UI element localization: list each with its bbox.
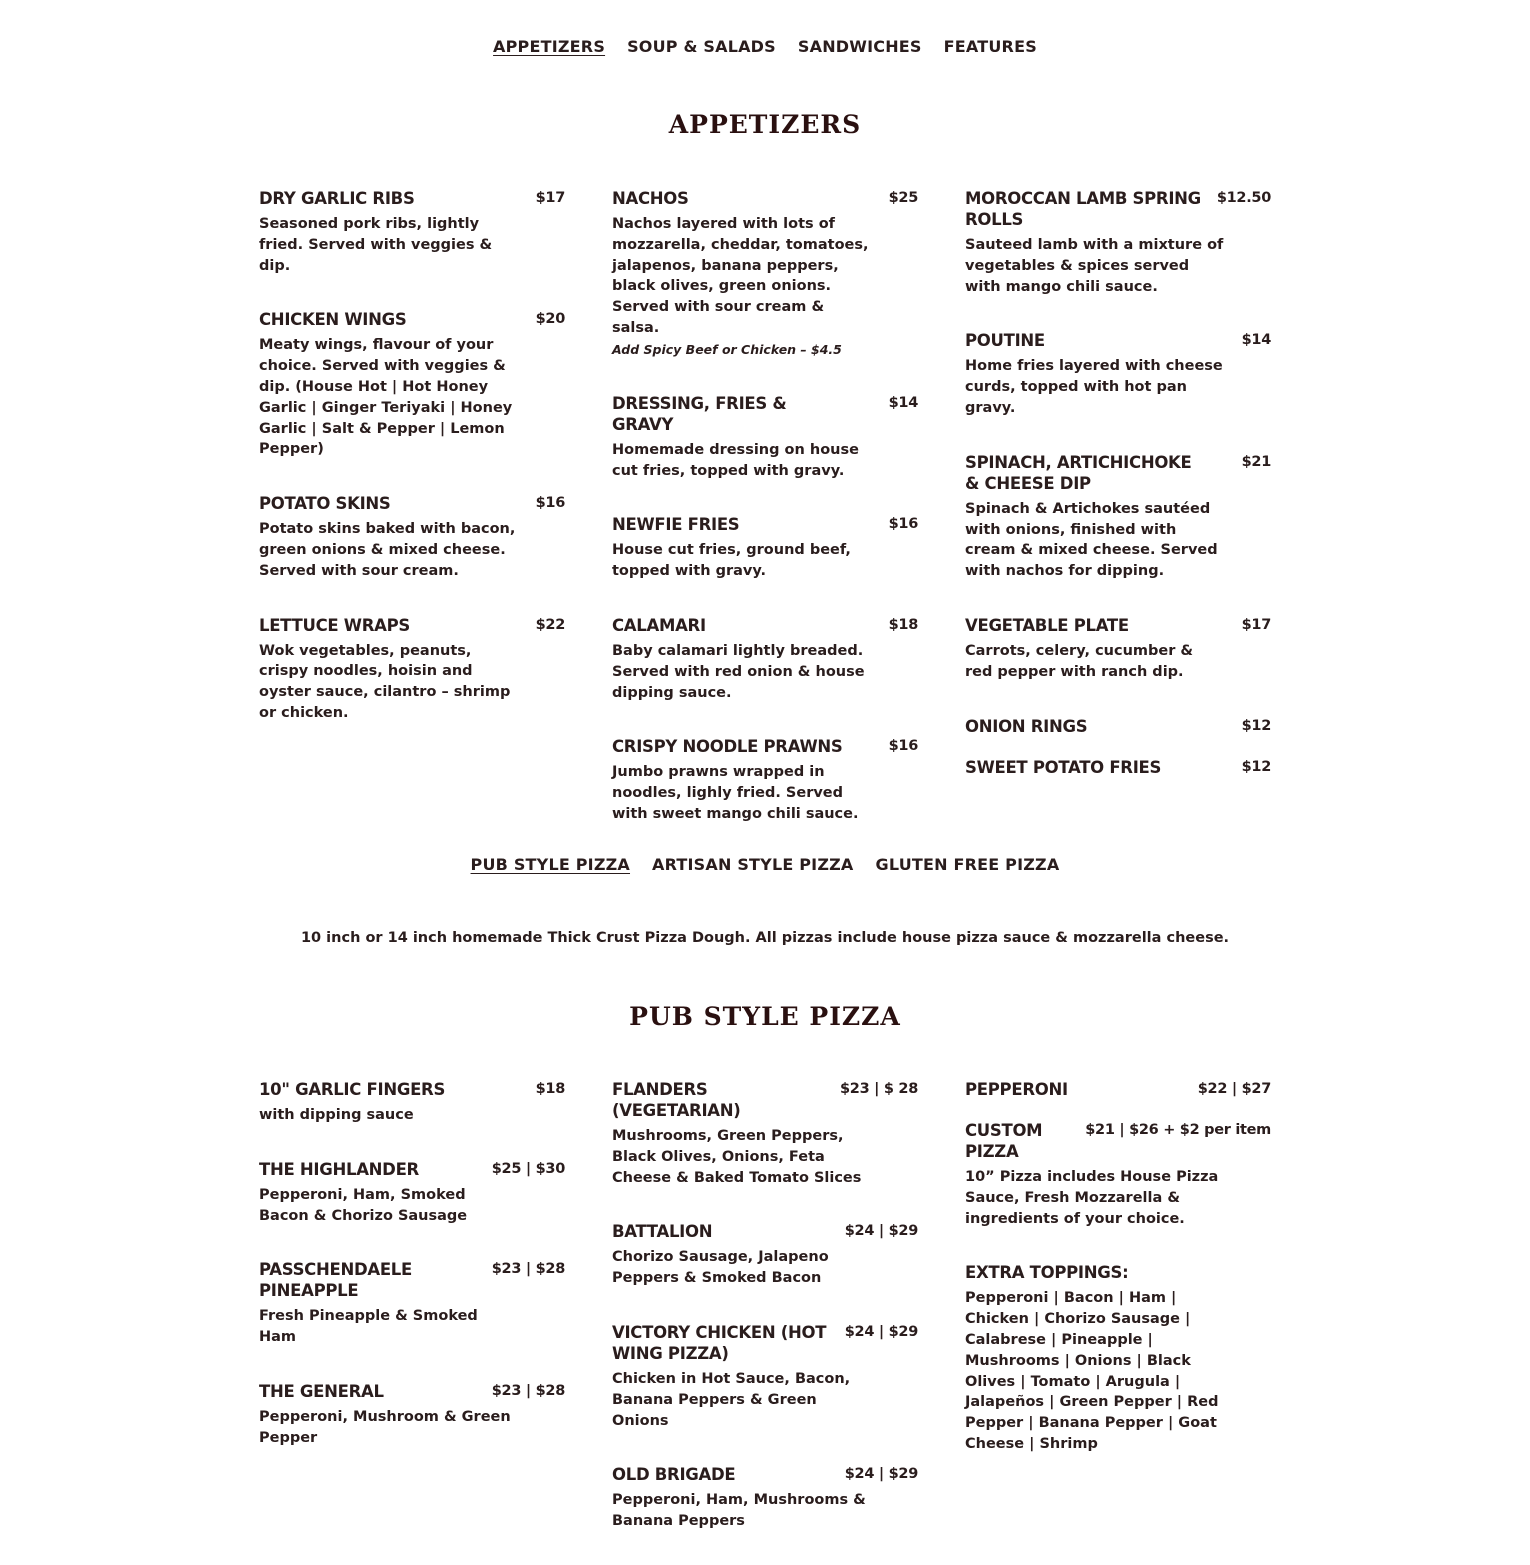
menu-item (965, 615, 1271, 683)
menu-item-header (259, 188, 565, 209)
menu-item (965, 1120, 1271, 1229)
menu-item-price: $24 | $29 (844, 1323, 918, 1340)
menu-item-name: THE GENERAL (259, 1381, 384, 1401)
menu-item-header (259, 1079, 565, 1100)
pub-style-pizza-title: PUB STYLE PIZZA (629, 1002, 901, 1031)
menu-item-price: $23 | $28 (491, 1382, 565, 1399)
appetizers-grid (259, 188, 1271, 858)
pizza-grid (259, 1079, 1271, 1565)
menu-item-description: Spinach & Artichokes sautéed with onions, finished with cream & mixed cheese. Served with nachos for dipping. (965, 500, 1218, 580)
menu-item-price: $24 | $29 (844, 1466, 918, 1483)
menu-item-header (259, 1381, 565, 1402)
pizza-column-1 (259, 1079, 565, 1565)
menu-item (259, 1159, 565, 1227)
menu-item-price: $12 (1241, 758, 1271, 775)
menu-item-description: Pepperoni, Ham, Mushrooms & Banana Peppers (612, 1492, 866, 1530)
menu-item-description: Homemade dressing on house cut fries, topped with gravy. (612, 441, 859, 479)
menu-item-name: CALAMARI (612, 615, 706, 635)
menu-item-price: $12.50 (1216, 190, 1271, 206)
menu-item-price: $21 (1241, 453, 1271, 470)
menu-item-description: Home fries layered with cheese curds, topped with hot pan gravy. (965, 358, 1223, 416)
tab-appetizers[interactable]: APPETIZERS (493, 37, 606, 56)
menu-item-name: NEWFIE FRIES (612, 515, 740, 535)
menu-item-price: $14 (888, 394, 918, 411)
menu-item-price: $24 | $29 (844, 1223, 918, 1240)
pizza-category-tabs (0, 855, 1530, 874)
menu-item-price: $17 (1241, 616, 1271, 633)
menu-item-header (965, 757, 1271, 778)
menu-item-name: EXTRA TOPPINGS: (965, 1263, 1129, 1283)
menu-item (965, 188, 1271, 297)
menu-item-header (965, 1262, 1271, 1283)
menu-item-header (259, 1259, 565, 1301)
menu-item-header (612, 393, 918, 435)
menu-item-header (259, 309, 565, 330)
menu-item-price: $18 (888, 616, 918, 633)
menu-item-header (965, 330, 1271, 351)
menu-item (612, 1079, 918, 1188)
menu-item-name: POUTINE (965, 331, 1045, 351)
menu-item-header (965, 188, 1271, 230)
menu-item-name: CHICKEN WINGS (259, 310, 407, 330)
menu-item-name: DRY GARLIC RIBS (259, 189, 415, 208)
menu-item-name: MOROCCAN LAMB SPRING ROLLS (965, 189, 1201, 229)
menu-item-price: $21 | $26 + $2 per item (1085, 1122, 1271, 1138)
menu-item-name: BATTALION (612, 1222, 713, 1242)
menu-item (259, 493, 565, 581)
menu-item-description: Chicken in Hot Sauce, Bacon, Banana Peppers & Green Onions (612, 1370, 851, 1429)
menu-item-addon-note: Add Spicy Beef or Chicken – $4.5 (612, 341, 842, 357)
menu-item-description: 10” Pizza includes House Pizza Sauce, Fresh Mozzarella & ingredients of your choice. (965, 1169, 1219, 1227)
menu-item-description: Potato skins baked with bacon, green onions & mixed cheese. Served with sour cream. (259, 521, 516, 579)
menu-item-description: Jumbo prawns wrapped in noodles, lighly fried. Served with sweet mango chili sauce. (612, 764, 859, 822)
menu-item-price: $17 (535, 190, 565, 206)
tab-gluten-free-pizza[interactable]: GLUTEN FREE PIZZA (875, 855, 1060, 874)
menu-item (965, 330, 1271, 418)
menu-item (612, 1464, 918, 1532)
menu-item-name: CUSTOM PIZZA (965, 1121, 1043, 1161)
menu-item-name: CRISPY NOODLE PRAWNS (612, 737, 843, 757)
menu-item-header (965, 716, 1271, 737)
menu-item (259, 1079, 565, 1126)
menu-item-name: 10" GARLIC FINGERS (259, 1080, 446, 1099)
tab-artisan-style-pizza[interactable]: ARTISAN STYLE PIZZA (652, 855, 854, 874)
menu-item (259, 1259, 565, 1348)
menu-item-description: Sauteed lamb with a mixture of vegetables & spices served with mango chili sauce. (965, 237, 1224, 295)
menu-item-header (965, 1079, 1271, 1100)
menu-item (259, 615, 565, 724)
menu-item-description: Nachos layered with lots of mozzarella, cheddar, tomatoes, jalapenos, banana peppers, black olives, green onions. Served with sour cream & salsa. (612, 216, 869, 336)
menu-item-header (612, 188, 918, 209)
menu-item-description: Fresh Pineapple & Smoked Ham (259, 1308, 478, 1346)
menu-item-name: PEPPERONI (965, 1080, 1068, 1099)
menu-item-price: $25 | $30 (491, 1160, 565, 1177)
appetizers-column-1 (259, 188, 565, 858)
menu-item (612, 615, 918, 703)
menu-item (612, 514, 918, 582)
menu-item-header (259, 493, 565, 514)
menu-item-header (612, 1079, 918, 1121)
menu-item-header (965, 1120, 1271, 1162)
menu-item-header (965, 615, 1271, 636)
menu-item-header (259, 615, 565, 636)
menu-item-name: PASSCHENDAELE PINEAPPLE (259, 1260, 412, 1301)
menu-item (965, 1262, 1271, 1454)
menu-item-description: Pepperoni | Bacon | Ham | Chicken | Chorizo Sausage | Calabrese | Pineapple | Mushrooms | Onions | Black Olives | Tomato | Arugula | Jalapeños | Green Pepper | Red Pepper | Banana Pepper | Goat Cheese | Shrimp (965, 1290, 1219, 1452)
appetizers-column-3 (965, 188, 1271, 858)
menu-item-price: $22 | $27 (1197, 1081, 1271, 1097)
menu-item-price: $14 (1241, 332, 1271, 349)
menu-item-description: Baby calamari lightly breaded. Served with red onion & house dipping sauce. (612, 642, 865, 701)
menu-item-price: $16 (888, 738, 918, 755)
menu-item-price: $23 | $28 (491, 1261, 565, 1278)
menu-item-price: $22 (535, 616, 565, 633)
menu-item-name: OLD BRIGADE (612, 1465, 736, 1485)
menu-item-header (259, 1159, 565, 1180)
pizza-intro-text: 10 inch or 14 inch homemade Thick Crust Pizza Dough. All pizzas include house pizza sauce & mozzarella cheese. (300, 930, 1230, 946)
menu-item-name: VICTORY CHICKEN (HOT WING PIZZA) (612, 1322, 827, 1363)
menu-item-header (612, 1221, 918, 1242)
menu-item (965, 716, 1271, 737)
tab-features[interactable]: FEATURES (943, 37, 1037, 56)
appetizers-column-2 (612, 188, 918, 858)
menu-item-header (612, 1464, 918, 1485)
menu-item-description: Chorizo Sausage, Jalapeno Peppers & Smoked Bacon (612, 1249, 829, 1287)
menu-item-price: $20 (535, 311, 565, 328)
menu-item-name: SPINACH, ARTICHICHOKE & CHEESE DIP (965, 452, 1192, 493)
menu-item (612, 1221, 918, 1289)
pizza-column-2 (612, 1079, 918, 1565)
menu-item-price: $23 | $ 28 (840, 1081, 918, 1097)
tab-sandwiches[interactable]: SANDWICHES (797, 37, 922, 56)
menu-item-name: VEGETABLE PLATE (965, 615, 1129, 635)
menu-item-description: Carrots, celery, cucumber & red pepper with ranch dip. (965, 642, 1194, 680)
menu-item (965, 757, 1271, 778)
menu-category-tabs (0, 37, 1530, 56)
menu-item (259, 309, 565, 460)
menu-item-price: $18 (535, 1081, 565, 1097)
menu-item-name: DRESSING, FRIES & GRAVY (612, 393, 787, 434)
menu-item-description: Seasoned pork ribs, lightly fried. Served with veggies & dip. (259, 216, 493, 274)
menu-item-price: $16 (888, 516, 918, 533)
appetizers-title: APPETIZERS (668, 110, 862, 139)
menu-item (612, 393, 918, 482)
menu-item-name: ONION RINGS (965, 716, 1088, 736)
menu-item (965, 452, 1271, 582)
menu-item-description: House cut fries, ground beef, topped with gravy. (612, 542, 851, 580)
menu-item-price: $25 (888, 190, 918, 206)
menu-item-header (612, 1322, 918, 1364)
menu-item-header (612, 736, 918, 757)
menu-item-price: $12 (1241, 717, 1271, 734)
menu-item-description: Wok vegetables, peanuts, crispy noodles, hoisin and oyster sauce, cilantro – shrimp or chicken. (259, 642, 511, 721)
pizza-column-3 (965, 1079, 1271, 1565)
menu-item (612, 736, 918, 824)
menu-item-description: Pepperoni, Mushroom & Green Pepper (259, 1408, 511, 1446)
menu-item-description: Meaty wings, flavour of your choice. Served with veggies & dip. (House Hot | Hot Honey Garlic | Ginger Teriyaki | Honey Garlic | Salt & Pepper | Lemon Pepper) (259, 337, 513, 458)
menu-item-name: NACHOS (612, 189, 689, 208)
menu-item-name: FLANDERS (VEGETARIAN) (612, 1080, 741, 1120)
menu-item-name: THE HIGHLANDER (259, 1159, 419, 1179)
menu-item (612, 1322, 918, 1431)
menu-item-description: with dipping sauce (259, 1107, 414, 1123)
menu-item-header (965, 452, 1271, 494)
menu-item (965, 1079, 1271, 1100)
menu-item-header (612, 615, 918, 636)
menu-item-description: Pepperoni, Ham, Smoked Bacon & Chorizo Sausage (259, 1186, 468, 1224)
menu-item (612, 188, 918, 360)
menu-item-name: SWEET POTATO FRIES (965, 757, 1162, 777)
menu-item-header (612, 514, 918, 535)
menu-item-name: LETTUCE WRAPS (259, 615, 410, 635)
menu-item-description: Mushrooms, Green Peppers, Black Olives, Onions, Feta Cheese & Baked Tomato Slices (612, 1128, 862, 1186)
menu-item (259, 188, 565, 276)
menu-item (259, 1381, 565, 1449)
menu-item-name: POTATO SKINS (259, 494, 391, 514)
tab-soup-salads[interactable]: SOUP & SALADS (627, 37, 776, 56)
menu-item-price: $16 (535, 495, 565, 512)
tab-pub-style-pizza[interactable]: PUB STYLE PIZZA (470, 855, 631, 874)
